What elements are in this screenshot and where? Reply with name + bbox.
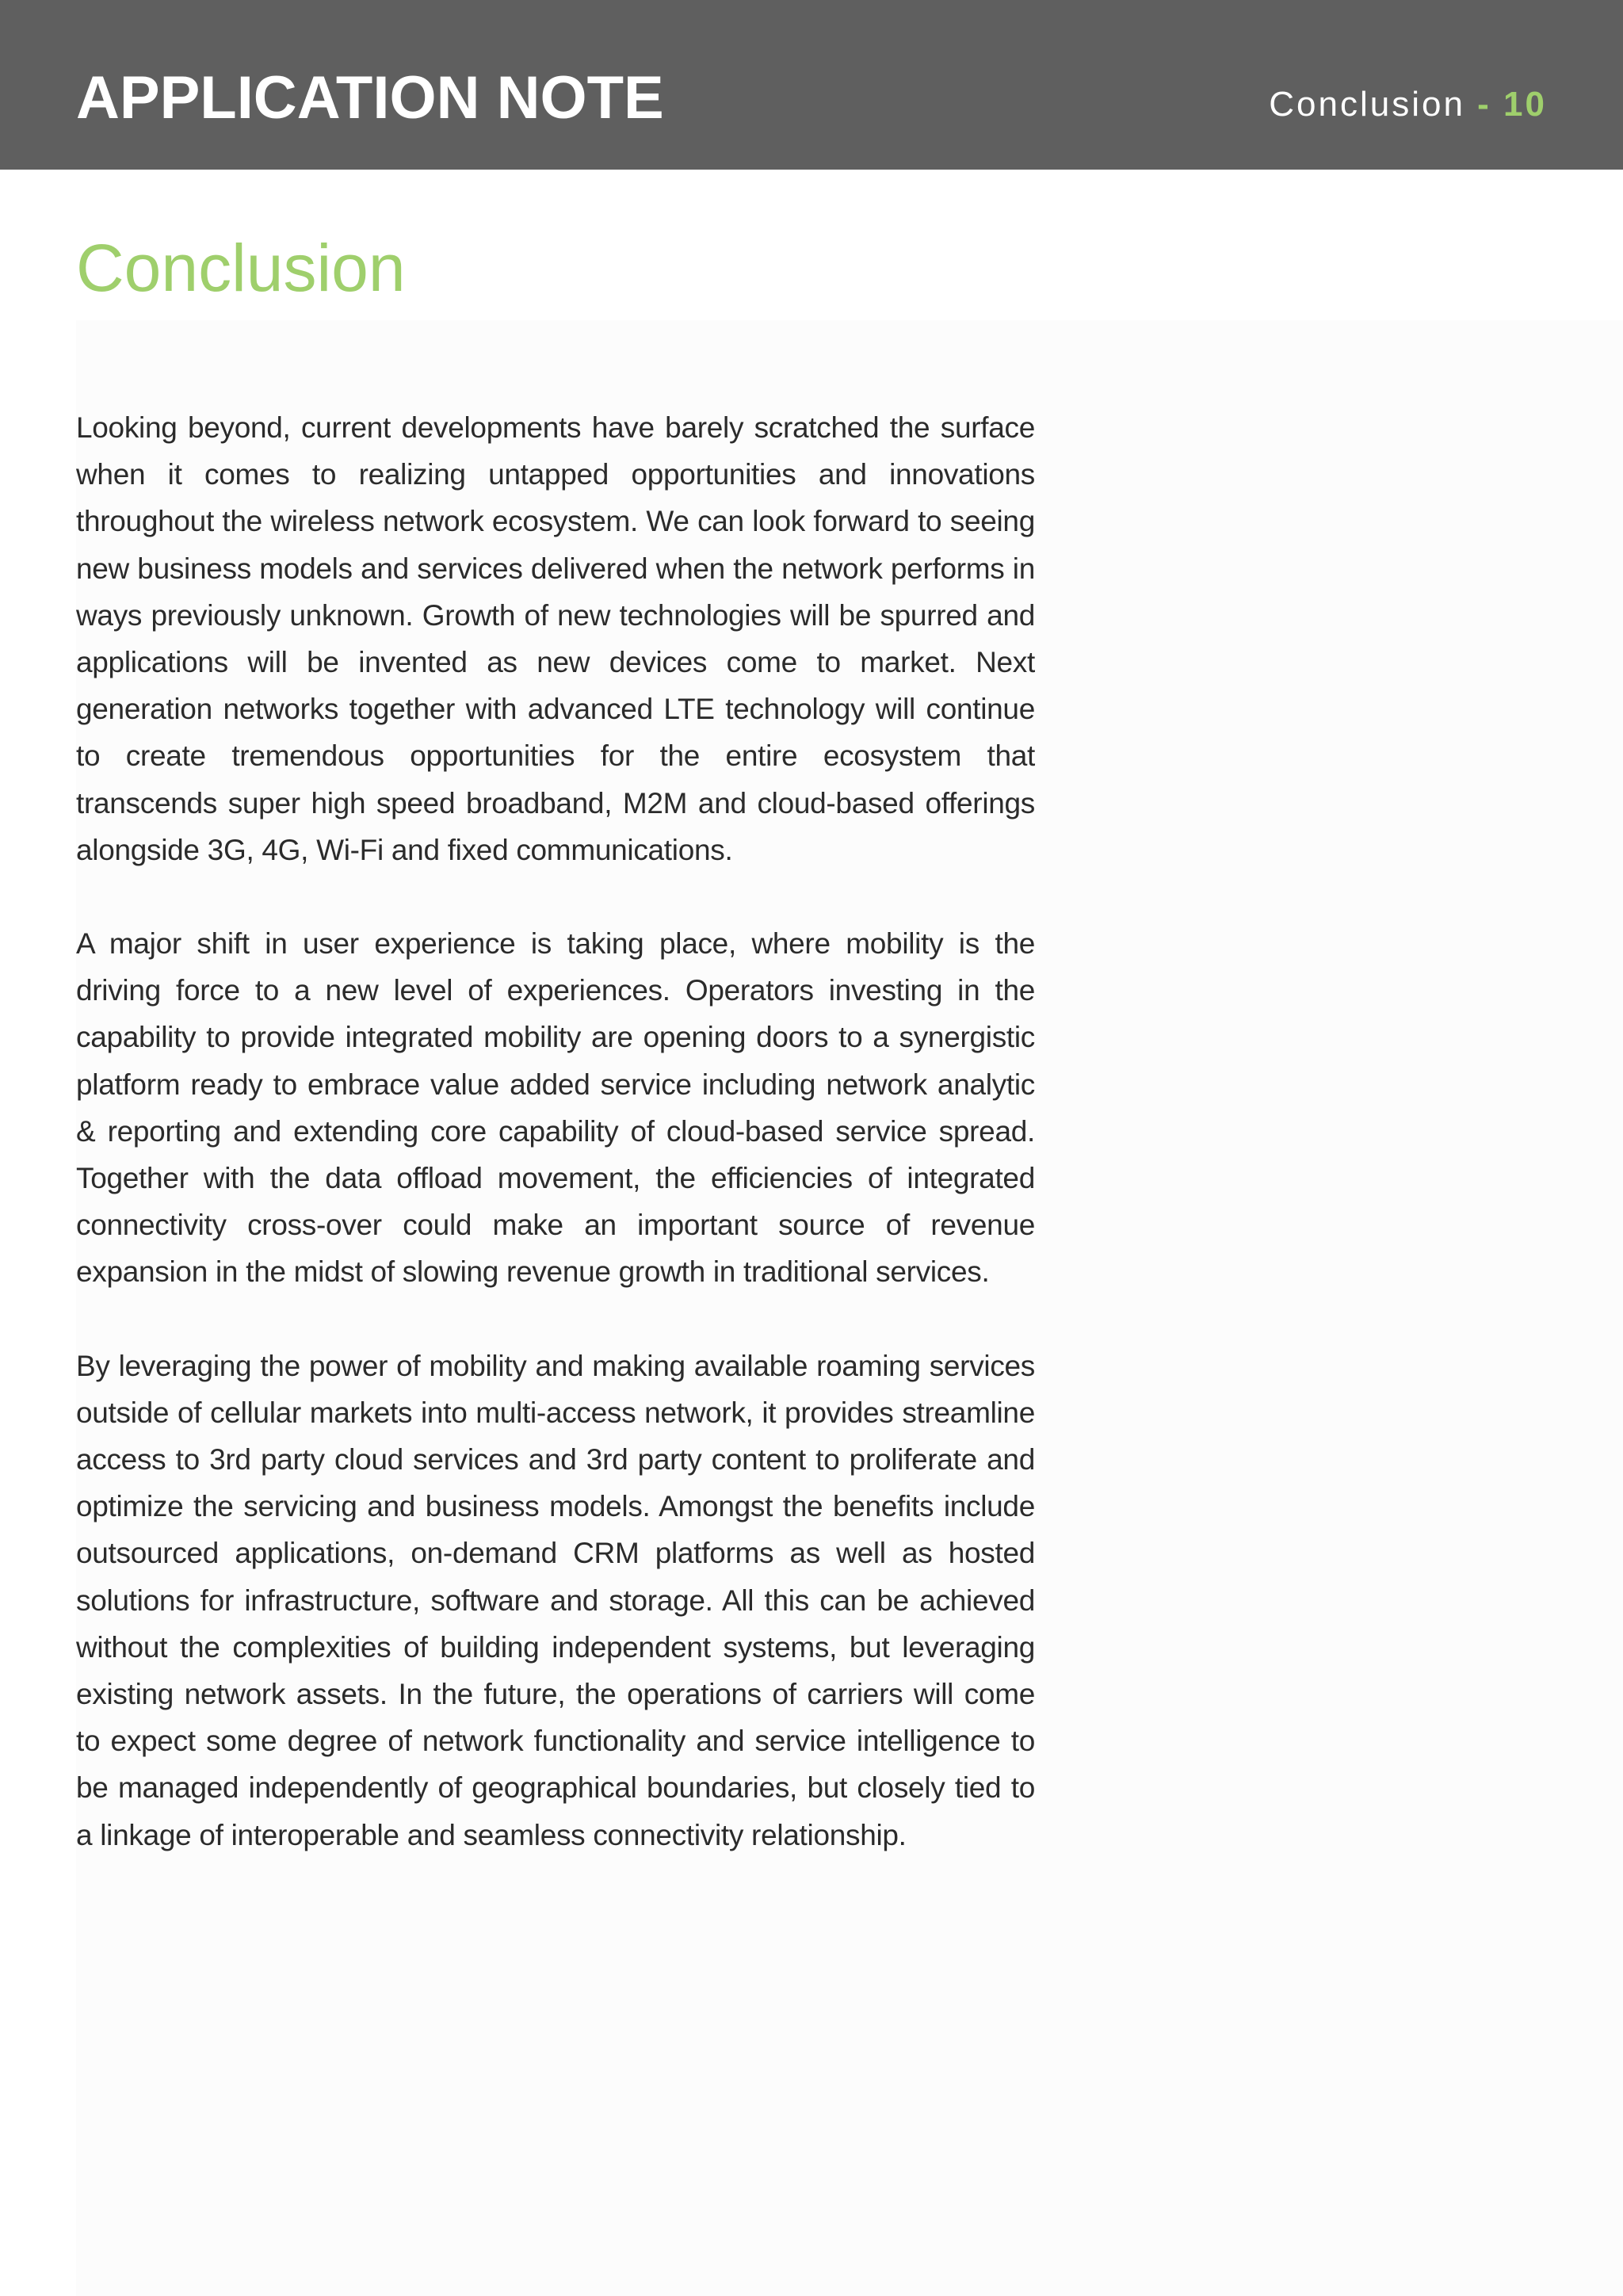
header-section-indicator	[1269, 82, 1547, 127]
body-text	[76, 404, 1035, 1905]
header-bar	[0, 0, 1623, 170]
body-paragraph-3: By leveraging the power of mobility and making available roaming services outside of cellular markets into multi-access network, it provides streamline access to 3rd party cloud services and 3rd party content to proliferate and optimize the servicing and business models. Amongst the benefits include outsourced applications, on-demand CRM platforms as well as hosted solutions for infrastructure, software and storage. All this can be achieved without the complexities of building independent systems, but leveraging existing network assets. In the future, the operations of carriers will come to expect some degree of network functionality and service intelligence to be managed independently of geographical boundaries, but closely tied to a linkage of interoperable and seamless connectivity relationship.	[76, 1349, 1035, 1851]
body-paragraph-2: A major shift in user experience is taking place, where mobility is the driving force to a new level of experiences. Operators investing in the capability to provide integrated mobility are opening doors to a synergistic platform ready to embrace value added service including network analytic & reporting and extending core capability of cloud-based service spread. Together with the data offload movement, the efficiencies of integrated connectivity cross-over could make an important source of revenue expansion in the midst of slowing revenue growth in traditional services.	[76, 927, 1035, 1289]
page-title: Conclusion	[76, 231, 406, 305]
page-number: 10	[1503, 85, 1547, 124]
document-type-title: APPLICATION NOTE	[76, 64, 664, 132]
header-section-label: Conclusion	[1269, 85, 1465, 124]
header-separator: -	[1477, 85, 1491, 124]
body-paragraph-1: Looking beyond, current developments have barely scratched the surface when it comes to realizing untapped opportunities and innovations throughout the wireless network ecosystem. We can look forward to seeing new business models and services delivered when the network performs in ways previously unknown. Growth of new technologies will be spurred and applications will be invented as new devices come to market. Next generation networks together with advanced LTE technology will continue to create tremendous opportunities for the entire ecosystem that transcends super high speed broadband, M2M and cloud-based offerings alongside 3G, 4G, Wi-Fi and fixed communications.	[76, 411, 1035, 866]
